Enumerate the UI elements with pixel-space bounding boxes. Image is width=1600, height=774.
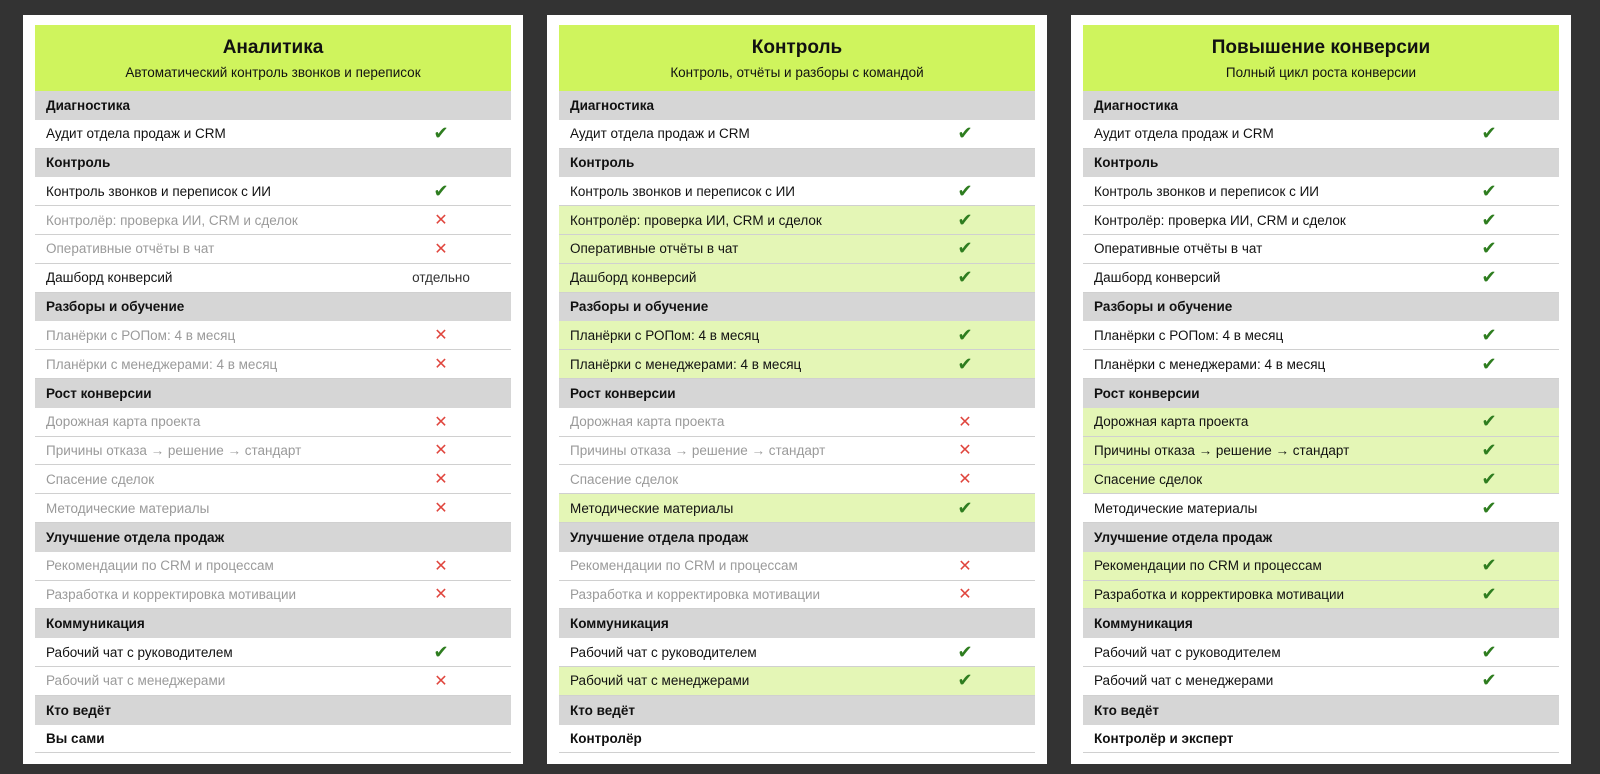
section-label: Диагностика	[1094, 97, 1178, 113]
section-label: Контроль	[46, 155, 111, 171]
feature-label: Планёрки с РОПом: 4 в месяц	[1094, 327, 1284, 343]
feature-label: Дорожная карта проекта	[46, 414, 201, 430]
check-icon: ✔	[1481, 497, 1497, 518]
feature-row	[1083, 120, 1559, 149]
feature-label: Оперативные отчёты в чат	[570, 241, 739, 257]
cross-icon: ✕	[958, 471, 972, 489]
feature-label: Рабочий чат с руководителем	[1094, 644, 1281, 660]
cross-icon: ✕	[434, 442, 448, 460]
section-header	[35, 696, 511, 725]
section-header	[35, 91, 511, 120]
check-icon: ✔	[957, 209, 973, 230]
feature-label: Оперативные отчёты в чат	[46, 241, 215, 257]
check-icon: ✔	[1481, 468, 1497, 489]
section-header	[559, 523, 1035, 552]
plan-subtitle: Контроль, отчёты и разборы с командой	[670, 65, 924, 80]
feature-row	[559, 437, 1035, 466]
section-label: Улучшение отдела продаж	[570, 529, 749, 545]
feature-row	[35, 638, 511, 667]
feature-row	[559, 206, 1035, 235]
check-icon: ✔	[1481, 411, 1497, 432]
cross-icon: ✕	[434, 672, 448, 690]
feature-row	[1083, 581, 1559, 610]
check-icon: ✔	[1481, 641, 1497, 662]
section-label: Рост конверсии	[570, 385, 676, 401]
feature-label: Рабочий чат с руководителем	[46, 644, 233, 660]
section-header	[35, 523, 511, 552]
feature-label: Рабочий чат с менеджерами	[1094, 673, 1274, 689]
check-icon: ✔	[433, 641, 449, 662]
owner-row	[559, 725, 1035, 754]
feature-label: Причины отказа → решение → стандарт	[46, 442, 302, 458]
section-label: Улучшение отдела продаж	[46, 529, 225, 545]
section-header	[1083, 609, 1559, 638]
owner-label: Контролёр и эксперт	[1094, 730, 1234, 746]
cross-icon: ✕	[434, 500, 448, 518]
cross-icon: ✕	[434, 212, 448, 230]
check-icon: ✔	[433, 123, 449, 144]
feature-row	[559, 638, 1035, 667]
feature-label: Планёрки с менеджерами: 4 в месяц	[46, 356, 278, 372]
section-label: Контроль	[570, 155, 635, 171]
section-header	[35, 609, 511, 638]
feature-row	[559, 465, 1035, 494]
feature-label: Спасение сделок	[1094, 471, 1203, 487]
section-label: Коммуникация	[570, 616, 669, 632]
feature-row	[1083, 667, 1559, 696]
section-header	[559, 293, 1035, 322]
section-header	[1083, 696, 1559, 725]
section-label: Коммуникация	[46, 616, 145, 632]
section-label: Диагностика	[46, 97, 130, 113]
feature-label: Оперативные отчёты в чат	[1094, 241, 1263, 257]
check-icon: ✔	[1481, 670, 1497, 691]
feature-row	[1083, 235, 1559, 264]
check-icon: ✔	[1481, 555, 1497, 576]
section-header	[559, 696, 1035, 725]
feature-row	[1083, 321, 1559, 350]
owner-label: Вы сами	[46, 730, 105, 746]
feature-label: Контролёр: проверка ИИ, CRM и сделок	[46, 212, 298, 228]
feature-label: Методические материалы	[46, 500, 210, 516]
feature-label: Планёрки с менеджерами: 4 в месяц	[570, 356, 802, 372]
section-header	[1083, 293, 1559, 322]
feature-row	[35, 494, 511, 523]
feature-row	[1083, 638, 1559, 667]
plan-header	[1083, 25, 1559, 91]
feature-row	[35, 667, 511, 696]
section-header	[559, 379, 1035, 408]
feature-label: Планёрки с РОПом: 4 в месяц	[46, 327, 236, 343]
check-icon: ✔	[1481, 123, 1497, 144]
check-icon: ✔	[957, 123, 973, 144]
cross-icon: ✕	[434, 356, 448, 374]
check-icon: ✔	[1481, 583, 1497, 604]
cross-icon: ✕	[434, 471, 448, 489]
plan-title: Контроль	[751, 37, 843, 58]
owner-row	[1083, 725, 1559, 754]
feature-label: Аудит отдела продаж и CRM	[46, 126, 226, 142]
feature-label: Планёрки с РОПом: 4 в месяц	[570, 327, 760, 343]
section-label: Разборы и обучение	[46, 299, 185, 315]
section-header	[35, 293, 511, 322]
section-label: Рост конверсии	[1094, 385, 1200, 401]
owner-label: Контролёр	[570, 730, 642, 746]
feature-label: Контроль звонков и переписок с ИИ	[1094, 183, 1320, 199]
feature-row	[559, 581, 1035, 610]
cross-icon: ✕	[434, 240, 448, 258]
feature-row	[559, 552, 1035, 581]
feature-label: Дорожная карта проекта	[1094, 414, 1249, 430]
section-header	[1083, 523, 1559, 552]
section-label: Разборы и обучение	[1094, 299, 1233, 315]
feature-row	[1083, 408, 1559, 437]
feature-row	[1083, 264, 1559, 293]
feature-label: Планёрки с менеджерами: 4 в месяц	[1094, 356, 1326, 372]
feature-row	[559, 494, 1035, 523]
section-label: Контроль	[1094, 155, 1159, 171]
section-header	[1083, 149, 1559, 178]
check-icon: ✔	[957, 238, 973, 259]
feature-label: Разработка и корректировка мотивации	[1094, 586, 1345, 602]
section-header	[559, 609, 1035, 638]
feature-row	[559, 264, 1035, 293]
section-label: Улучшение отдела продаж	[1094, 529, 1273, 545]
feature-label: Аудит отдела продаж и CRM	[1094, 126, 1274, 142]
feature-label: Рабочий чат с руководителем	[570, 644, 757, 660]
feature-row	[35, 321, 511, 350]
section-label: Кто ведёт	[46, 702, 111, 718]
feature-label: Дорожная карта проекта	[570, 414, 725, 430]
plan-card-conversion	[1071, 15, 1571, 764]
feature-label: Контролёр: проверка ИИ, CRM и сделок	[1094, 212, 1346, 228]
check-icon: ✔	[433, 180, 449, 201]
cross-icon: ✕	[434, 327, 448, 345]
check-icon: ✔	[1481, 238, 1497, 259]
section-label: Кто ведёт	[570, 702, 635, 718]
feature-row	[35, 264, 511, 293]
feature-row	[1083, 552, 1559, 581]
feature-row	[1083, 350, 1559, 379]
plan-subtitle: Автоматический контроль звонков и переписок	[125, 65, 421, 80]
feature-label: Спасение сделок	[570, 471, 679, 487]
check-icon: ✔	[957, 497, 973, 518]
feature-row	[559, 350, 1035, 379]
plan-title: Повышение конверсии	[1211, 37, 1431, 58]
cross-icon: ✕	[434, 413, 448, 431]
feature-label: Дашборд конверсий	[570, 270, 697, 286]
feature-row	[559, 408, 1035, 437]
feature-row	[35, 408, 511, 437]
cross-icon: ✕	[434, 557, 448, 575]
section-header	[559, 149, 1035, 178]
feature-label: Разработка и корректировка мотивации	[46, 586, 297, 602]
feature-label: Причины отказа → решение → стандарт	[570, 442, 826, 458]
cross-icon: ✕	[958, 442, 972, 460]
feature-label: Дашборд конверсий	[1094, 270, 1221, 286]
check-icon: ✔	[957, 267, 973, 288]
feature-label: Контроль звонков и переписок с ИИ	[570, 183, 796, 199]
check-icon: ✔	[1481, 324, 1497, 345]
section-label: Диагностика	[570, 97, 654, 113]
section-header	[35, 379, 511, 408]
feature-list	[35, 91, 511, 753]
feature-list	[1083, 91, 1559, 753]
feature-row	[35, 581, 511, 610]
check-icon: ✔	[1481, 439, 1497, 460]
feature-row	[1083, 465, 1559, 494]
feature-label: Причины отказа → решение → стандарт	[1094, 442, 1350, 458]
feature-row	[559, 667, 1035, 696]
feature-label: Рабочий чат с менеджерами	[570, 673, 750, 689]
feature-label: Рабочий чат с менеджерами	[46, 673, 226, 689]
feature-label: Методические материалы	[1094, 500, 1258, 516]
feature-row	[35, 437, 511, 466]
feature-list	[559, 91, 1035, 753]
feature-label: Контролёр: проверка ИИ, CRM и сделок	[570, 212, 822, 228]
feature-label: Дашборд конверсий	[46, 270, 173, 286]
section-label: Коммуникация	[1094, 616, 1193, 632]
section-header	[1083, 91, 1559, 120]
check-icon: ✔	[957, 180, 973, 201]
plan-title: Аналитика	[222, 37, 324, 58]
check-icon: ✔	[1481, 209, 1497, 230]
feature-row	[35, 465, 511, 494]
feature-label: Контроль звонков и переписок с ИИ	[46, 183, 272, 199]
feature-row	[35, 552, 511, 581]
check-icon: ✔	[1481, 267, 1497, 288]
cross-icon: ✕	[434, 586, 448, 604]
cross-icon: ✕	[958, 557, 972, 575]
feature-row	[1083, 494, 1559, 523]
owner-row	[35, 725, 511, 754]
feature-label: Методические материалы	[570, 500, 734, 516]
feature-row	[35, 206, 511, 235]
feature-row	[559, 177, 1035, 206]
check-icon: ✔	[957, 670, 973, 691]
plan-subtitle: Полный цикл роста конверсии	[1225, 65, 1417, 80]
feature-label: Разработка и корректировка мотивации	[570, 586, 821, 602]
section-label: Кто ведёт	[1094, 702, 1159, 718]
check-icon: ✔	[957, 641, 973, 662]
check-icon: ✔	[957, 353, 973, 374]
cross-icon: ✕	[958, 586, 972, 604]
section-label: Рост конверсии	[46, 385, 152, 401]
section-header	[35, 149, 511, 178]
feature-label: Спасение сделок	[46, 471, 155, 487]
cross-icon: ✕	[958, 413, 972, 431]
feature-label: Рекомендации по CRM и процессам	[46, 558, 274, 574]
check-icon: ✔	[1481, 353, 1497, 374]
feature-row	[1083, 437, 1559, 466]
plan-card-analytics	[23, 15, 523, 764]
feature-label: Аудит отдела продаж и CRM	[570, 126, 750, 142]
feature-row	[35, 177, 511, 206]
section-header	[559, 91, 1035, 120]
feature-row	[1083, 206, 1559, 235]
feature-row	[1083, 177, 1559, 206]
feature-row	[35, 235, 511, 264]
status-text: отдельно	[412, 270, 470, 286]
plan-card-control	[547, 15, 1047, 764]
check-icon: ✔	[957, 324, 973, 345]
plan-header	[559, 25, 1035, 91]
feature-row	[559, 235, 1035, 264]
section-label: Разборы и обучение	[570, 299, 709, 315]
feature-row	[35, 120, 511, 149]
check-icon: ✔	[1481, 180, 1497, 201]
feature-label: Рекомендации по CRM и процессам	[570, 558, 798, 574]
feature-row	[559, 321, 1035, 350]
feature-row	[35, 350, 511, 379]
plan-header	[35, 25, 511, 91]
section-header	[1083, 379, 1559, 408]
feature-label: Рекомендации по CRM и процессам	[1094, 558, 1322, 574]
feature-row	[559, 120, 1035, 149]
